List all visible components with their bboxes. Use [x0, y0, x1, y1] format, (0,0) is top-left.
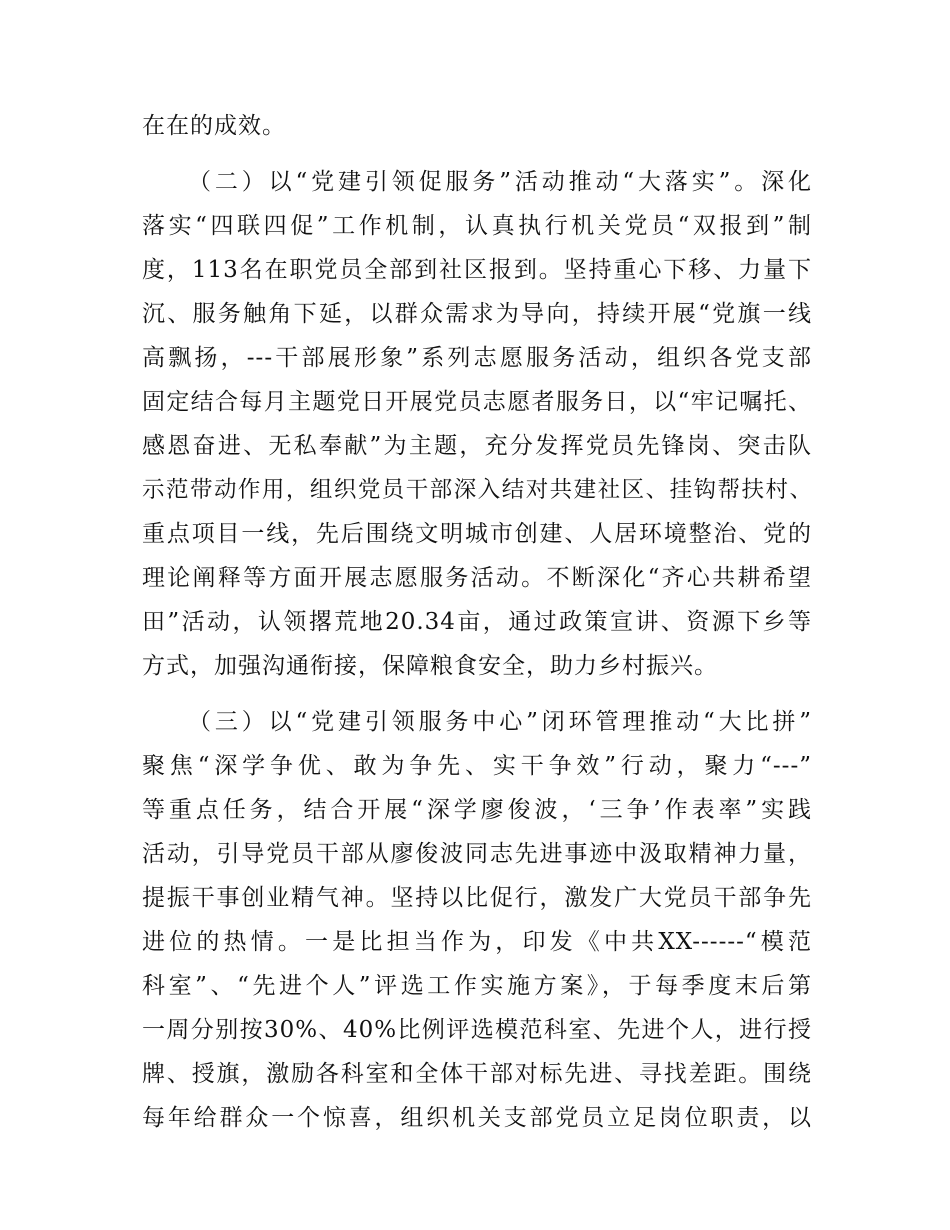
text-line: 聚焦“深学争优、敢为争先、实干争效”行动，聚力“---” — [142, 753, 812, 779]
text-line: 度，113名在职党员全部到社区报到。坚持重心下移、力量下 — [142, 257, 812, 283]
section-heading: （二）以“党建引领促服务”活动推动“大落实”。深化 — [188, 169, 812, 195]
text-line: 提振干事创业精气神。坚持以比促行，激发广大党员干部争先 — [142, 885, 812, 911]
text-line: 等重点任务，结合开展“深学廖俊波，‘三争’作表率”实践 — [142, 797, 812, 823]
text-line: 沉、服务触角下延，以群众需求为导向，持续开展“党旗一线 — [142, 301, 812, 327]
text-line: 感恩奋进、无私奉献”为主题，充分发挥党员先锋岗、突击队 — [142, 433, 812, 459]
text-line: 每年给群众一个惊喜，组织机关支部党员立足岗位职责，以 — [142, 1105, 812, 1131]
text-line: 在在的成效。 — [142, 113, 286, 139]
text-line: 田”活动，认领撂荒地20.34亩，通过政策宣讲、资源下乡等 — [142, 609, 812, 635]
text-line: 方式，加强沟通衔接，保障粮食安全，助力乡村振兴。 — [142, 653, 718, 679]
section-heading: （三）以“党建引领服务中心”闭环管理推动“大比拼” — [188, 709, 812, 735]
text-line: 落实“四联四促”工作机制，认真执行机关党员“双报到”制 — [142, 213, 812, 239]
text-line: 示范带动作用，组织党员干部深入结对共建社区、挂钩帮扶村、 — [142, 477, 812, 503]
text-line: 进位的热情。一是比担当作为，印发《中共XX------“模范 — [142, 929, 812, 955]
text-line: 高飘扬，---干部展形象”系列志愿服务活动，组织各党支部 — [142, 345, 812, 371]
text-line: 理论阐释等方面开展志愿服务活动。不断深化“齐心共耕希望 — [142, 565, 812, 591]
text-line: 牌、授旗，激励各科室和全体干部对标先进、寻找差距。围绕 — [142, 1061, 812, 1087]
text-line: 一周分别按30%、40%比例评选模范科室、先进个人，进行授 — [142, 1017, 812, 1043]
text-line: 科室”、“先进个人”评选工作实施方案》，于每季度末后第 — [142, 973, 812, 999]
text-line: 重点项目一线，先后围绕文明城市创建、人居环境整治、党的 — [142, 521, 812, 547]
text-line: 活动，引导党员干部从廖俊波同志先进事迹中汲取精神力量， — [142, 841, 812, 867]
text-line: 固定结合每月主题党日开展党员志愿者服务日，以“牢记嘱托、 — [142, 389, 812, 415]
